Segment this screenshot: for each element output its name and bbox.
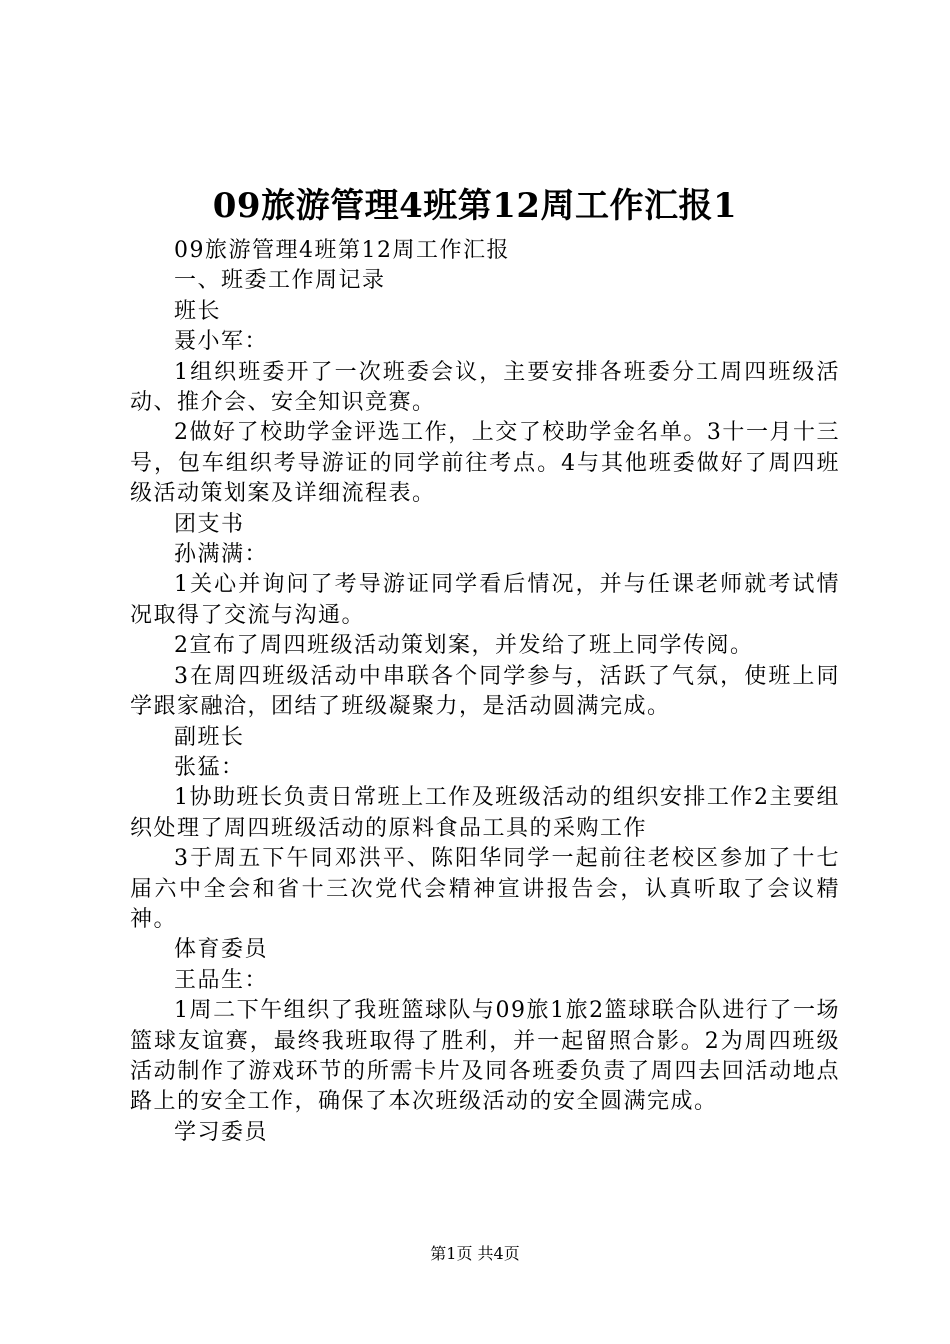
role-heading: 班长	[174, 298, 222, 324]
paragraph: 1周二下午组织了我班篮球队与09旅1旅2篮球联合队进行了一场篮球友谊赛，最终我班取得了胜利，并一起留照合影。2为周四班级活动制作了游戏环节的所需卡片及同各班委负责了周四去回活动地点路上的安全工作，确保了本次班级活动的安全圆满完成。	[130, 998, 840, 1115]
paragraph: 09旅游管理4班第12周工作汇报	[174, 238, 510, 263]
paragraph: 2做好了校助学金评选工作，上交了校助学金名单。3十一月十三号，包车组织考导游证的同学前往考点。4与其他班委做好了周四班级活动策划案及详细流程表。	[130, 420, 840, 507]
person-name: 张猛：	[174, 754, 245, 780]
role-heading: 学习委员	[174, 1119, 269, 1145]
paragraph: 3于周五下午同邓洪平、陈阳华同学一起前往老校区参加了十七届六中全会和省十三次党代会精神宣讲报告会，认真听取了会议精神。	[130, 846, 840, 932]
section-heading: 一、班委工作周记录	[174, 268, 386, 294]
person-name: 聂小军：	[174, 329, 269, 355]
paragraph: 1协助班长负责日常班上工作及班级活动的组织安排工作2主要组织处理了周四班级活动的原料食品工具的采购工作	[130, 785, 840, 841]
page-footer: 第1页 共4页	[430, 1244, 520, 1263]
role-heading: 体育委员	[174, 937, 269, 963]
paragraph: 2宣布了周四班级活动策划案，并发给了班上同学传阅。	[174, 633, 754, 659]
person-name: 王品生：	[174, 967, 269, 993]
paragraph: 3在周四班级活动中串联各个同学参与，活跃了气氛，使班上同学跟家融洽，团结了班级凝聚力，是活动圆满完成。	[130, 663, 840, 720]
document-body	[130, 236, 840, 1148]
paragraph: 1组织班委开了一次班委会议，主要安排各班委分工周四班级活动、推介会、安全知识竞赛。	[130, 359, 840, 416]
role-heading: 团支书	[174, 511, 245, 537]
paragraph: 1关心并询问了考导游证同学看后情况，并与任课老师就考试情况取得了交流与沟通。	[130, 572, 840, 628]
person-name: 孙满满：	[174, 542, 269, 568]
document-title: 09旅游管理4班第12周工作汇报1	[212, 186, 738, 226]
role-heading: 副班长	[174, 724, 245, 750]
